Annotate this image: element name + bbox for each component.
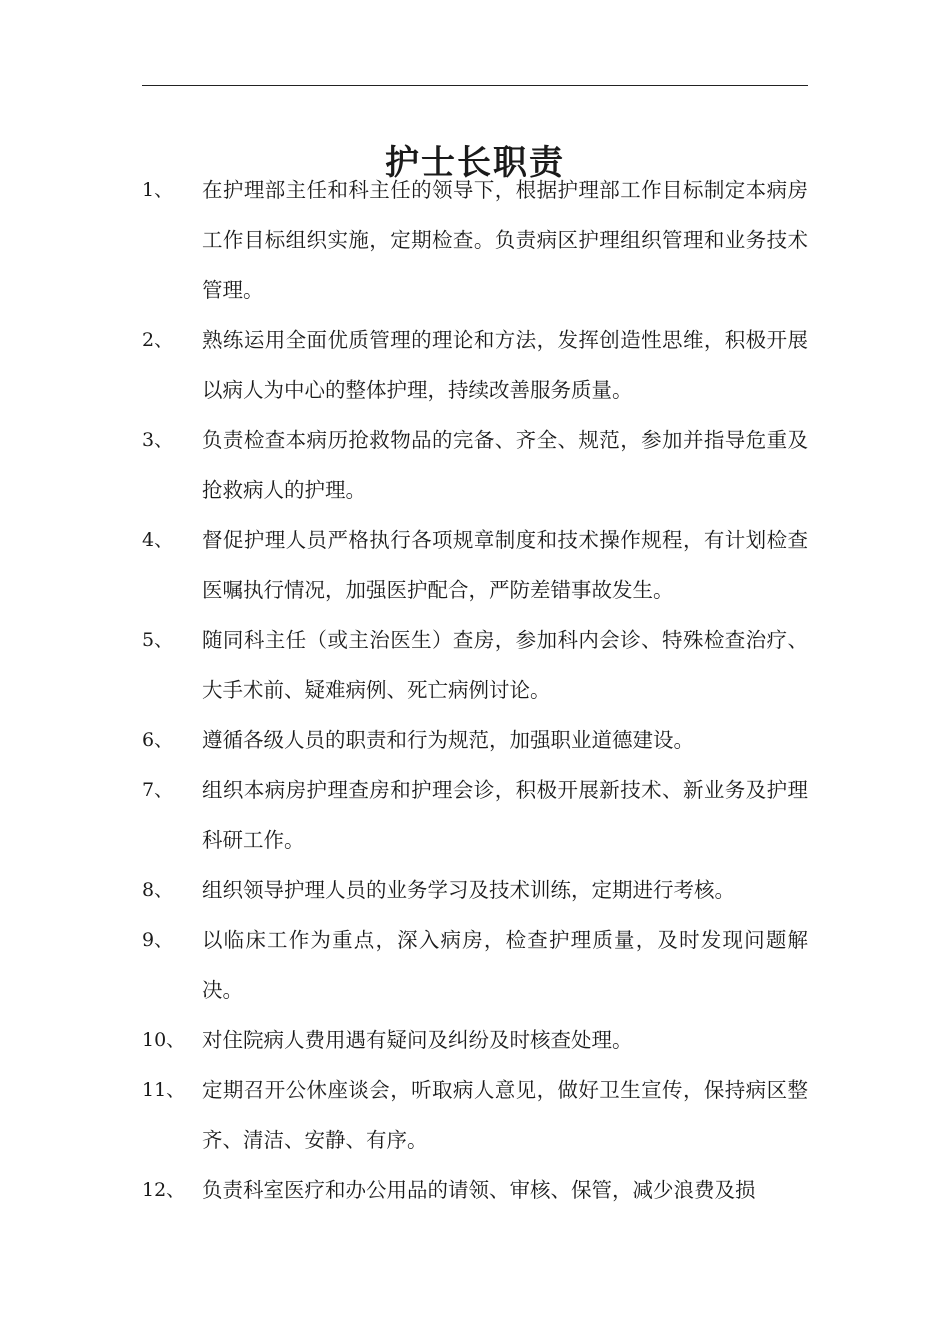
duty-text: 随同科主任（或主治医生）查房，参加科内会诊、特殊检查治疗、大手术前、疑难病例、死亡病例讨论。: [202, 628, 808, 702]
duty-text: 在护理部主任和科主任的领导下，根据护理部工作目标制定本病房工作目标组织实施，定期检查。负责病区护理组织管理和业务技术管理。: [202, 178, 808, 302]
duty-number: 5、: [142, 629, 174, 651]
duty-text: 负责科室医疗和办公用品的请领、审核、保管，减少浪费及损: [202, 1178, 756, 1202]
duty-number: 11、: [142, 1079, 186, 1101]
duty-item-1: [142, 165, 808, 315]
duty-list: [142, 165, 808, 1215]
page-title: 护士长职责: [385, 142, 565, 183]
duty-text: 负责检查本病历抢救物品的完备、齐全、规范，参加并指导危重及抢救病人的护理。: [202, 428, 808, 502]
duty-text: 组织领导护理人员的业务学习及技术训练，定期进行考核。: [202, 878, 735, 902]
duty-text: 组织本病房护理查房和护理会诊，积极开展新技术、新业务及护理科研工作。: [202, 778, 808, 852]
duty-text: 以临床工作为重点，深入病房，检查护理质量，及时发现问题解决。: [202, 928, 808, 1002]
duty-item-5: [142, 615, 808, 715]
duty-item-9: [142, 915, 808, 1015]
duty-number: 3、: [142, 429, 174, 451]
duty-text: 熟练运用全面优质管理的理论和方法，发挥创造性思维，积极开展以病人为中心的整体护理，持续改善服务质量。: [202, 328, 808, 402]
duty-item-3: [142, 415, 808, 515]
duty-number: 2、: [142, 329, 174, 351]
duty-text: 遵循各级人员的职责和行为规范，加强职业道德建设。: [202, 728, 694, 752]
duty-item-4: [142, 515, 808, 615]
duty-number: 7、: [142, 779, 174, 801]
duty-number: 4、: [142, 529, 174, 551]
header-rule: [142, 85, 808, 86]
duty-item-6: [142, 715, 808, 765]
duty-number: 1、: [142, 179, 174, 201]
duty-text: 督促护理人员严格执行各项规章制度和技术操作规程，有计划检查医嘱执行情况，加强医护配合，严防差错事故发生。: [202, 528, 808, 602]
duty-number: 9、: [142, 929, 174, 951]
duty-item-7: [142, 765, 808, 865]
duty-item-12: [142, 1165, 808, 1215]
duty-item-10: [142, 1015, 808, 1065]
duty-number: 8、: [142, 879, 174, 901]
duty-number: 12、: [142, 1179, 186, 1201]
duty-item-8: [142, 865, 808, 915]
duty-item-11: [142, 1065, 808, 1165]
duty-number: 10、: [142, 1029, 186, 1051]
duty-text: 对住院病人费用遇有疑问及纠纷及时核查处理。: [202, 1028, 633, 1052]
duty-text: 定期召开公休座谈会，听取病人意见，做好卫生宣传，保持病区整齐、清洁、安静、有序。: [202, 1078, 808, 1152]
duty-item-2: [142, 315, 808, 415]
duty-number: 6、: [142, 729, 174, 751]
